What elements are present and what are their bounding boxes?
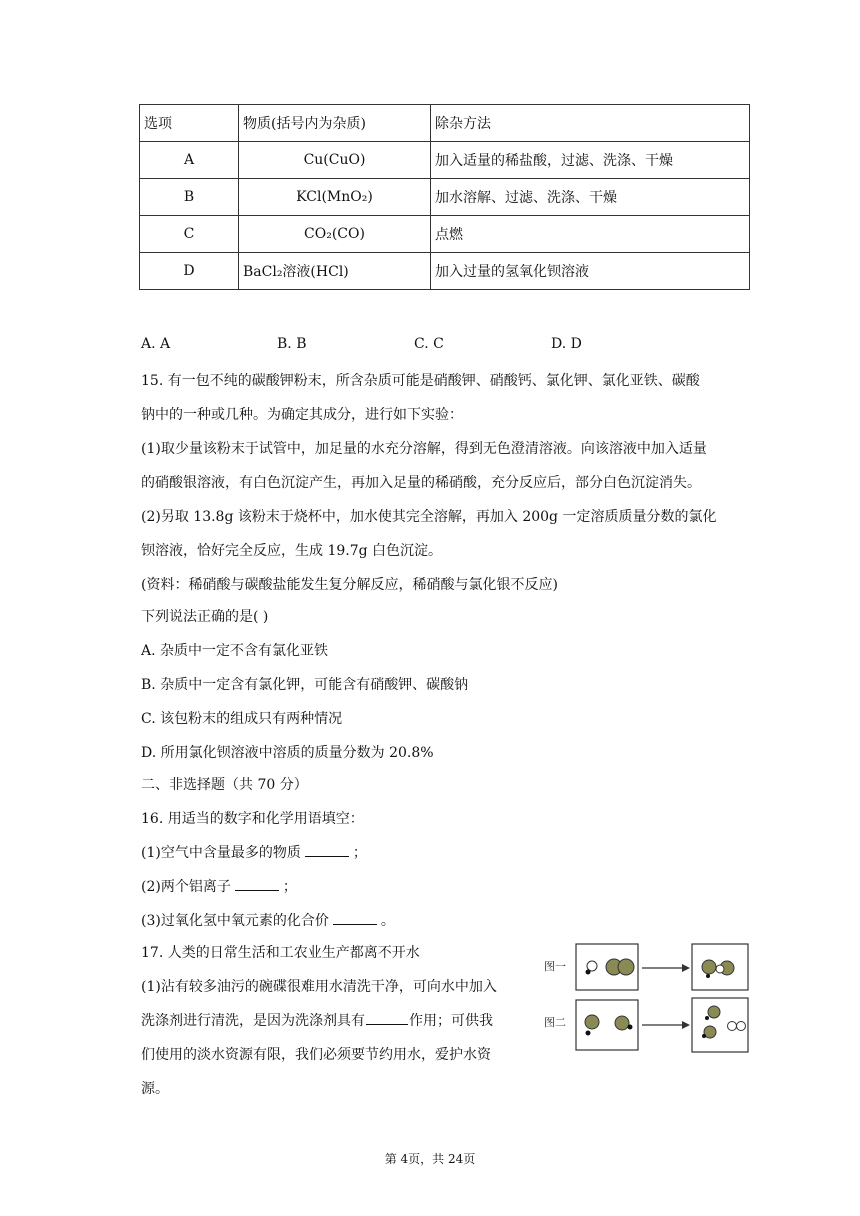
table-row	[140, 179, 750, 216]
q17-line2-b: 作用；可供我	[409, 1013, 493, 1029]
q15-exp2-line1: (2)另取 13.8g 该粉末于烧杯中，加水使其完全溶解，再加入 200g 一定溶质质量分数的氯化	[141, 509, 717, 525]
header-option: 选项	[140, 105, 239, 142]
choice-d: D. D	[551, 336, 582, 352]
figure-label-1: 图一	[544, 960, 566, 973]
q15-option-b: B. 杂质中一定含有氯化钾，可能含有硝酸钾、碳酸钠	[141, 677, 469, 693]
options-table	[139, 104, 750, 290]
choice-b: B. B	[277, 336, 307, 352]
page-footer: 第 4页，共 24页	[384, 1152, 476, 1166]
arrow-head-icon	[682, 964, 690, 972]
header-method: 除杂方法	[431, 105, 750, 142]
row-method: 加水溶解、过滤、洗涤、干燥	[431, 179, 750, 216]
q17-line1: (1)沾有较多油污的碗碟很难用水清洗干净，可向水中加入	[141, 979, 497, 995]
header-substance: 物质(括号内为杂质)	[239, 105, 431, 142]
arrow-head-icon	[682, 1021, 690, 1029]
row-option: D	[140, 253, 239, 290]
q16-item-1-prefix: (1)空气中含量最多的物质	[141, 845, 301, 861]
q15-exp1-line1: (1)取少量该粉末于试管中，加足量的水充分溶解，得到无色澄清溶液。向该溶液中加入适量	[141, 441, 707, 457]
q16-item-3	[141, 910, 395, 930]
q17-line2	[141, 1010, 493, 1030]
q15-option-d: D. 所用氯化钡溶液中溶质的质量分数为 20.8%	[141, 745, 434, 761]
q15-option-c: C. 该包粉末的组成只有两种情况	[141, 711, 343, 727]
answer-blank[interactable]	[235, 878, 279, 891]
row-option: B	[140, 179, 239, 216]
q15-note: (资料：稀硝酸与碳酸盐能发生复分解反应，稀硝酸与氯化银不反应)	[141, 577, 558, 593]
q16-item-2-prefix: (2)两个铝离子	[141, 879, 231, 895]
row-substance: Cu(CuO)	[239, 142, 431, 179]
row-substance: CO₂(CO)	[239, 216, 431, 253]
q15-question: 下列说法正确的是( )	[141, 609, 269, 625]
row-method: 点燃	[431, 216, 750, 253]
row-method: 加入过量的氢氧化钡溶液	[431, 253, 750, 290]
q16-item-2	[141, 876, 297, 896]
table-row	[140, 216, 750, 253]
answer-blank[interactable]	[305, 844, 349, 857]
row-substance: BaCl₂溶液(HCl)	[239, 253, 431, 290]
q15-option-a: A. 杂质中一定不含有氯化亚铁	[141, 643, 329, 659]
q16-item-1	[141, 842, 367, 862]
q16-item-1-suffix: ；	[352, 845, 367, 861]
q17-line4: 源。	[141, 1081, 169, 1097]
row-option: C	[140, 216, 239, 253]
table-row	[140, 253, 750, 290]
table-row	[140, 142, 750, 179]
q16-stem: 16. 用适当的数字和化学用语填空：	[141, 811, 364, 827]
q15-stem-line1: 15. 有一包不纯的碳酸钾粉末，所含杂质可能是硝酸钾、硝酸钙、氯化钾、氯化亚铁、碳酸	[141, 373, 700, 389]
choice-a: A. A	[141, 336, 171, 352]
table-header-row	[140, 105, 750, 142]
q16-item-3-prefix: (3)过氧化氢中氧元素的化合价	[141, 913, 329, 929]
q17-line2-a: 洗涤剂进行清洗，是因为洗涤剂具有	[141, 1013, 365, 1029]
row-substance: KCl(MnO₂)	[239, 179, 431, 216]
q17-line3: 们使用的淡水资源有限，我们必须要节约用水，爱护水资	[141, 1047, 491, 1063]
product-molecules-icon	[702, 1006, 746, 1038]
q16-item-2-suffix: ；	[282, 879, 297, 895]
water-molecule-icon	[586, 961, 598, 975]
answer-blank[interactable]	[333, 912, 377, 925]
q17-stem: 17. 人类的日常生活和工农业生产都离不开水	[141, 945, 420, 961]
figure-label-2: 图二	[544, 1016, 566, 1029]
product-molecules-icon	[702, 960, 734, 978]
choice-c: C. C	[414, 336, 444, 352]
row-method: 加入适量的稀盐酸，过滤、洗涤、干燥	[431, 142, 750, 179]
q15-exp2-line2: 钡溶液，恰好完全反应，生成 19.7g 白色沉淀。	[141, 543, 443, 559]
q15-stem-line2: 钠中的一种或几种。为确定其成分，进行如下实验：	[141, 407, 463, 423]
row-option: A	[140, 142, 239, 179]
molecule-diagram	[542, 940, 754, 1056]
answer-blank[interactable]	[366, 1012, 408, 1025]
molecule-pair-icon	[585, 1015, 633, 1036]
large-atoms-icon	[606, 959, 634, 975]
q15-exp1-line2: 的硝酸银溶液，有白色沉淀产生，再加入足量的稀硝酸，充分反应后，部分白色沉淀消失。	[141, 475, 701, 491]
q16-item-3-suffix: 。	[380, 913, 395, 929]
section-heading: 二、非选择题（共 70 分）	[141, 777, 308, 793]
